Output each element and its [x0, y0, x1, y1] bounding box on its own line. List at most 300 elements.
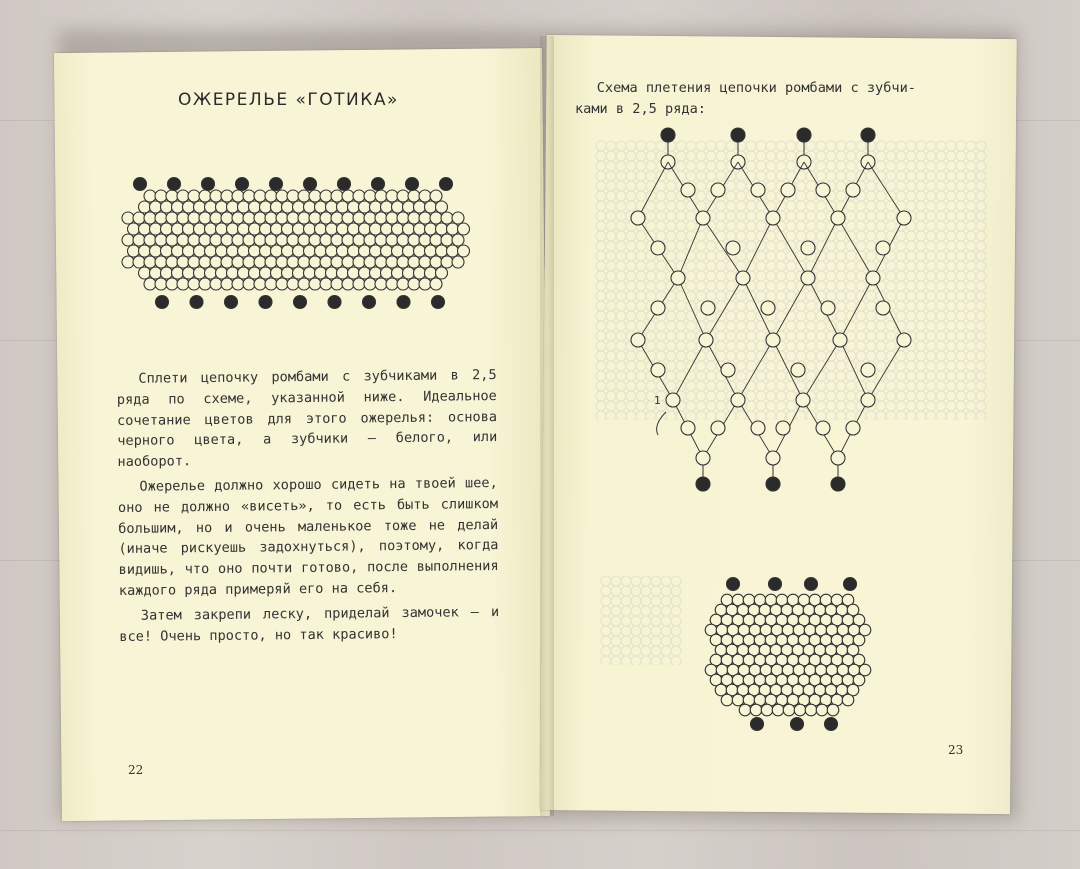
ghost-bead	[936, 271, 946, 281]
dark-bead	[156, 296, 169, 309]
light-bead	[243, 256, 255, 268]
light-bead	[766, 451, 780, 465]
ghost-bead	[926, 271, 936, 281]
light-bead	[425, 267, 437, 279]
light-bead	[651, 241, 665, 255]
ghost-bead	[936, 261, 946, 271]
ghost-bead	[596, 281, 606, 291]
light-bead	[408, 234, 420, 246]
ghost-bead	[936, 291, 946, 301]
light-bead	[671, 271, 685, 285]
paragraph: Сплети цепочку ромбами с зубчиками в 2,5 ряда по схеме, указанной ниже. Идеальное сочетание цветов для этого ожерелья: основа черного цвета, а зубчики — белого, или наоборот.	[116, 367, 498, 471]
light-bead	[364, 212, 376, 224]
light-bead	[172, 201, 184, 213]
light-bead	[293, 267, 305, 279]
light-bead	[348, 201, 360, 213]
ghost-bead	[976, 261, 986, 271]
light-bead	[161, 223, 173, 235]
light-bead	[776, 421, 790, 435]
light-bead	[249, 201, 261, 213]
ghost-bead	[606, 161, 616, 171]
weaving-scheme-diagram	[618, 120, 918, 500]
dark-bead	[805, 578, 818, 591]
ghost-bead	[661, 606, 671, 616]
light-bead	[161, 245, 173, 257]
light-bead	[122, 234, 134, 246]
ghost-bead	[651, 616, 661, 626]
light-bead	[188, 190, 200, 202]
ghost-bead	[966, 361, 976, 371]
light-bead	[827, 704, 839, 716]
light-bead	[783, 704, 795, 716]
ghost-bead	[926, 331, 936, 341]
ghost-bead	[956, 201, 966, 211]
light-bead	[232, 234, 244, 246]
light-bead	[177, 190, 189, 202]
ghost-bead	[966, 321, 976, 331]
ghost-bead	[661, 576, 671, 586]
light-bead	[403, 245, 415, 257]
ghost-bead	[946, 201, 956, 211]
ghost-bead	[601, 576, 611, 586]
ghost-bead	[651, 656, 661, 665]
light-bead	[199, 234, 211, 246]
light-bead	[265, 278, 277, 290]
light-bead	[205, 223, 217, 235]
light-bead	[436, 267, 448, 279]
dark-bead	[696, 477, 710, 491]
ghost-bead	[601, 596, 611, 606]
ghost-bead	[631, 636, 641, 646]
ghost-bead	[596, 151, 606, 161]
light-bead	[293, 245, 305, 257]
light-bead	[736, 271, 750, 285]
light-bead	[666, 393, 680, 407]
light-bead	[342, 278, 354, 290]
ghost-bead	[606, 181, 616, 191]
ghost-bead	[956, 191, 966, 201]
light-bead	[414, 223, 426, 235]
ghost-bead	[946, 231, 956, 241]
ghost-bead	[956, 271, 966, 281]
ghost-bead	[926, 261, 936, 271]
ghost-bead	[966, 241, 976, 251]
ghost-bead	[946, 241, 956, 251]
light-bead	[155, 234, 167, 246]
ghost-bead	[966, 161, 976, 171]
light-bead	[265, 212, 277, 224]
light-bead	[681, 183, 695, 197]
dark-bead	[791, 718, 804, 731]
ghost-bead	[936, 221, 946, 231]
light-bead	[397, 278, 409, 290]
ghost-bead	[926, 411, 936, 420]
ghost-bead	[641, 656, 651, 665]
ghost-bead	[956, 311, 966, 321]
ghost-bead	[946, 141, 956, 151]
light-bead	[794, 704, 806, 716]
light-bead	[298, 212, 310, 224]
light-bead	[227, 223, 239, 235]
light-bead	[128, 245, 140, 257]
light-bead	[144, 234, 156, 246]
ghost-bead	[926, 171, 936, 181]
light-bead	[194, 223, 206, 235]
ghost-bead	[956, 291, 966, 301]
ghost-bead	[606, 401, 616, 411]
ghost-bead	[976, 171, 986, 181]
light-bead	[183, 201, 195, 213]
ghost-bead	[606, 321, 616, 331]
ghost-bead	[926, 341, 936, 351]
light-bead	[331, 256, 343, 268]
light-bead	[238, 201, 250, 213]
ghost-bead	[966, 151, 976, 161]
ghost-bead	[936, 281, 946, 291]
ghost-bead	[671, 606, 681, 616]
light-bead	[276, 278, 288, 290]
light-bead	[631, 333, 645, 347]
ghost-bead	[606, 331, 616, 341]
light-bead	[177, 212, 189, 224]
light-bead	[846, 421, 860, 435]
light-bead	[342, 212, 354, 224]
light-bead	[155, 212, 167, 224]
ghost-bead	[926, 231, 936, 241]
ghost-bead	[621, 616, 631, 626]
light-bead	[150, 201, 162, 213]
ghost-bead	[956, 381, 966, 391]
ghost-bead	[966, 311, 976, 321]
light-bead	[386, 256, 398, 268]
light-bead	[397, 190, 409, 202]
light-bead	[304, 245, 316, 257]
ghost-bead	[936, 241, 946, 251]
dark-bead	[134, 178, 147, 191]
dark-bead	[338, 178, 351, 191]
light-bead	[681, 421, 695, 435]
dark-bead	[304, 178, 317, 191]
light-bead	[342, 190, 354, 202]
light-bead	[364, 190, 376, 202]
ghost-bead	[976, 241, 986, 251]
light-bead	[353, 234, 365, 246]
ghost-bead	[621, 626, 631, 636]
light-bead	[139, 245, 151, 257]
dark-bead	[844, 578, 857, 591]
dark-bead	[766, 477, 780, 491]
ghost-bead	[956, 161, 966, 171]
ghost-bead	[966, 181, 976, 191]
light-bead	[210, 212, 222, 224]
ghost-bead	[631, 616, 641, 626]
ghost-bead	[641, 616, 651, 626]
light-bead	[282, 267, 294, 279]
ghost-bead	[936, 201, 946, 211]
ghost-bead	[956, 281, 966, 291]
ghost-bead	[956, 341, 966, 351]
light-bead	[210, 278, 222, 290]
light-bead	[287, 234, 299, 246]
light-bead	[375, 256, 387, 268]
ghost-bead	[946, 291, 956, 301]
light-bead	[249, 245, 261, 257]
light-bead	[392, 267, 404, 279]
light-bead	[408, 256, 420, 268]
light-bead	[699, 333, 713, 347]
ghost-bead	[596, 331, 606, 341]
dark-bead	[259, 296, 272, 309]
light-bead	[392, 201, 404, 213]
ghost-bead	[956, 251, 966, 261]
ghost-bead	[946, 271, 956, 281]
light-bead	[370, 245, 382, 257]
ghost-bead	[651, 626, 661, 636]
ghost-bead	[641, 626, 651, 636]
ghost-bead	[946, 351, 956, 361]
caption-line: Схема плетения цепочки ромбами с зубчи-	[596, 80, 916, 96]
ghost-bead	[651, 636, 661, 646]
light-bead	[419, 190, 431, 202]
dark-bead	[440, 178, 453, 191]
ghost-bead	[936, 391, 946, 401]
light-bead	[414, 245, 426, 257]
ghost-bead	[946, 211, 956, 221]
ghost-bead	[596, 291, 606, 301]
light-bead	[205, 201, 217, 213]
ghost-bead	[671, 576, 681, 586]
light-bead	[221, 278, 233, 290]
light-bead	[260, 201, 272, 213]
light-bead	[408, 212, 420, 224]
ghost-bead	[641, 636, 651, 646]
light-bead	[155, 278, 167, 290]
ghost-bead	[976, 401, 986, 411]
light-bead	[441, 234, 453, 246]
light-bead	[227, 267, 239, 279]
page-number-right: 23	[948, 743, 964, 757]
ghost-bead	[596, 251, 606, 261]
ghost-bead	[606, 251, 616, 261]
ghost-bead	[611, 636, 621, 646]
ghost-bead	[956, 411, 966, 420]
dark-bead	[294, 296, 307, 309]
light-bead	[801, 241, 815, 255]
light-bead	[221, 212, 233, 224]
ghost-bead	[641, 596, 651, 606]
ghost-bead	[606, 231, 616, 241]
ghost-bead	[966, 271, 976, 281]
light-bead	[161, 267, 173, 279]
ghost-bead	[946, 251, 956, 261]
light-bead	[381, 201, 393, 213]
instructions-text	[117, 365, 500, 651]
ghost-bead	[606, 171, 616, 181]
dark-bead	[225, 296, 238, 309]
light-bead	[353, 278, 365, 290]
light-bead	[326, 245, 338, 257]
light-bead	[348, 267, 360, 279]
ghost-bead	[976, 161, 986, 171]
light-bead	[359, 223, 371, 235]
ghost-bead	[976, 221, 986, 231]
light-bead	[276, 256, 288, 268]
light-bead	[183, 245, 195, 257]
ghost-bead	[611, 596, 621, 606]
light-bead	[866, 271, 880, 285]
light-bead	[188, 234, 200, 246]
ghost-bead	[936, 371, 946, 381]
ghost-bead	[606, 191, 616, 201]
ghost-bead	[651, 576, 661, 586]
ghost-bead	[946, 361, 956, 371]
light-bead	[249, 223, 261, 235]
ghost-bead	[946, 171, 956, 181]
light-bead	[304, 223, 316, 235]
ghost-bead	[926, 311, 936, 321]
ghost-bead	[601, 586, 611, 596]
light-bead	[133, 212, 145, 224]
ghost-bead	[671, 626, 681, 636]
light-bead	[216, 267, 228, 279]
light-bead	[651, 301, 665, 315]
light-bead	[732, 694, 744, 706]
light-bead	[320, 256, 332, 268]
ghost-bead	[976, 281, 986, 291]
ghost-bead	[661, 586, 671, 596]
light-bead	[861, 363, 875, 377]
thread-line	[743, 218, 773, 278]
ghost-bead	[936, 151, 946, 161]
light-bead	[194, 245, 206, 257]
ghost-bead	[976, 151, 986, 161]
ghost-bead	[606, 261, 616, 271]
light-bead	[452, 212, 464, 224]
ghost-bead	[926, 321, 936, 331]
light-bead	[721, 694, 733, 706]
ghost-bead	[926, 201, 936, 211]
light-bead	[337, 223, 349, 235]
ghost-bead	[631, 626, 641, 636]
dark-bead	[769, 578, 782, 591]
ghost-bead	[976, 301, 986, 311]
ghost-bead	[606, 341, 616, 351]
light-bead	[761, 301, 775, 315]
light-bead	[144, 278, 156, 290]
light-bead	[425, 201, 437, 213]
ghost-bead	[606, 371, 616, 381]
ghost-bead	[946, 321, 956, 331]
light-bead	[441, 212, 453, 224]
light-bead	[304, 267, 316, 279]
dark-bead	[202, 178, 215, 191]
light-bead	[260, 245, 272, 257]
light-bead	[331, 278, 343, 290]
ghost-bead	[596, 401, 606, 411]
ghost-bead	[621, 606, 631, 616]
light-bead	[210, 256, 222, 268]
ghost-bead	[936, 171, 946, 181]
ghost-bead	[966, 341, 976, 351]
thread-line	[673, 340, 706, 400]
ghost-bead	[671, 646, 681, 656]
light-bead	[271, 223, 283, 235]
ghost-bead	[926, 241, 936, 251]
light-bead	[155, 256, 167, 268]
light-bead	[897, 211, 911, 225]
light-bead	[805, 704, 817, 716]
ghost-bead	[606, 291, 616, 301]
light-bead	[348, 245, 360, 257]
light-bead	[816, 704, 828, 716]
ghost-bead	[926, 291, 936, 301]
necklace-fragment-illustration	[705, 572, 885, 737]
light-bead	[238, 267, 250, 279]
light-bead	[353, 190, 365, 202]
ghost-bead	[651, 606, 661, 616]
light-bead	[282, 201, 294, 213]
light-bead	[397, 212, 409, 224]
light-bead	[751, 421, 765, 435]
ghost-bead	[651, 646, 661, 656]
ghost-bead	[606, 141, 616, 151]
ghost-bead	[966, 301, 976, 311]
ghost-bead	[611, 606, 621, 616]
light-bead	[172, 267, 184, 279]
light-bead	[221, 256, 233, 268]
ghost-bead	[661, 636, 671, 646]
light-bead	[122, 212, 134, 224]
ghost-bead	[671, 636, 681, 646]
ghost-bead	[926, 361, 936, 371]
ghost-bead	[966, 211, 976, 221]
light-bead	[144, 190, 156, 202]
ghost-bead	[966, 331, 976, 341]
ghost-bead	[956, 241, 966, 251]
ghost-bead	[966, 261, 976, 271]
ghost-bead	[976, 201, 986, 211]
dark-bead	[406, 178, 419, 191]
light-bead	[260, 223, 272, 235]
ghost-bead	[621, 576, 631, 586]
light-bead	[227, 245, 239, 257]
ghost-bead	[966, 291, 976, 301]
ghost-bead	[621, 646, 631, 656]
light-bead	[425, 245, 437, 257]
ghost-bead	[926, 371, 936, 381]
light-bead	[166, 278, 178, 290]
light-bead	[337, 201, 349, 213]
ghost-bead	[611, 586, 621, 596]
ghost-bead	[631, 606, 641, 616]
dark-bead	[328, 296, 341, 309]
ghost-bead	[956, 151, 966, 161]
light-bead	[430, 234, 442, 246]
ghost-bead	[956, 331, 966, 341]
light-bead	[210, 234, 222, 246]
light-bead	[430, 278, 442, 290]
ghost-bead	[966, 401, 976, 411]
ghost-bead	[946, 401, 956, 411]
ghost-bead	[966, 221, 976, 231]
paragraph: Затем закрепи леску, приделай замочек — и все! Очень просто, но так красиво!	[119, 603, 500, 645]
light-bead	[750, 704, 762, 716]
light-bead	[161, 201, 173, 213]
light-bead	[353, 212, 365, 224]
ghost-bead	[976, 181, 986, 191]
light-bead	[254, 256, 266, 268]
ghost-bead	[596, 371, 606, 381]
